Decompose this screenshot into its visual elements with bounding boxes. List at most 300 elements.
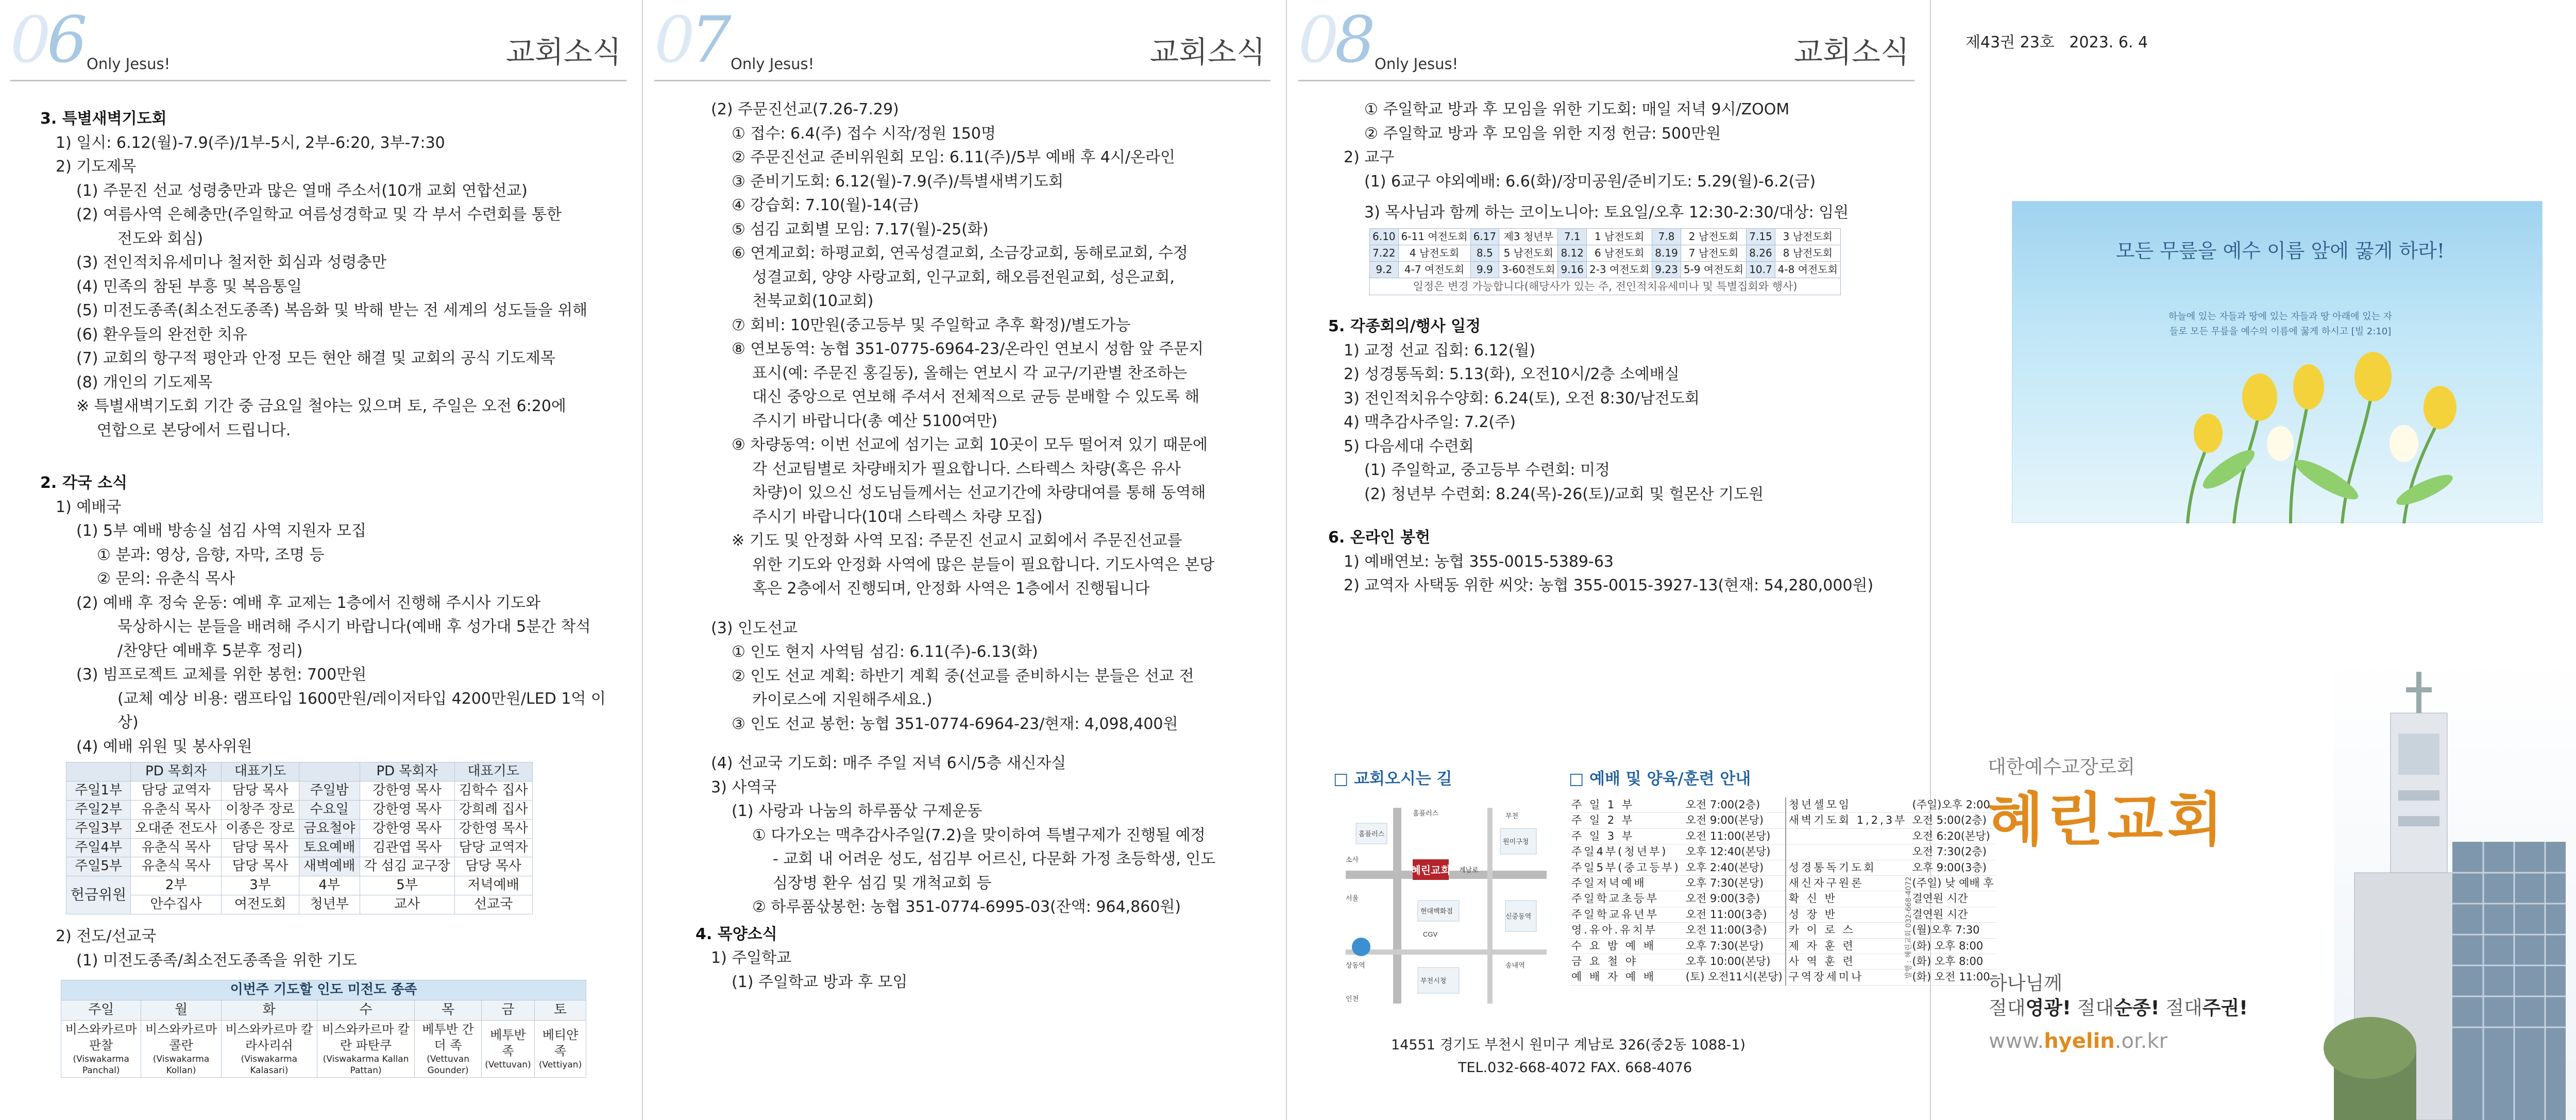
- table-cell: 5부: [360, 876, 454, 895]
- list-line: (2) 주문진선교(7.26-7.29): [711, 100, 899, 118]
- coinonia-note: 일정은 변경 가능합니다(해당사가 있는 주, 전인적치유세미나 및 특별집회와 행사): [1370, 278, 1841, 295]
- mission-news-list: [696, 98, 1255, 920]
- page-08-content: [1328, 98, 1899, 598]
- table-cell: 담당 목사: [222, 857, 299, 876]
- special-dawn-prayer-list: [40, 131, 611, 443]
- list-line: ※ 특별새벽기도회 기간 중 금요일 철야는 있으며 토, 주일은 오전 6:20에: [76, 397, 566, 415]
- coinonia-group: 4 남전도회: [1398, 245, 1470, 261]
- day-header: 주일: [61, 1000, 141, 1020]
- service-time: (주일)오후 2:00: [1909, 797, 1996, 813]
- table-cell: 김학수 집사: [454, 781, 532, 800]
- service-time: 결연원 시간: [1909, 907, 1996, 922]
- coinonia-date: 8.26: [1747, 245, 1775, 261]
- list-line: (6) 환우들의 완전한 치유: [76, 325, 247, 344]
- coinonia-group: 5-9 여전도회: [1681, 261, 1746, 278]
- list-line: 심장병 환우 섬김 및 개척교회 등: [773, 874, 992, 892]
- section-title: 교회소식: [505, 35, 621, 70]
- table-cell: 교사: [360, 895, 454, 914]
- coinonia-group: 4-8 여전도회: [1775, 261, 1840, 278]
- service-name: 구역장세미나: [1786, 970, 1910, 985]
- heading-pastoral-news: 4. 목양소식: [696, 925, 777, 943]
- people-group-english: (Vettuvan): [485, 1060, 531, 1071]
- service-time: 오후 10:00(본당): [1683, 954, 1786, 969]
- motto-line-1: 하나님께: [1989, 972, 2062, 994]
- map-label: 부천시청: [1420, 977, 1447, 985]
- section-title: 교회소식: [1793, 35, 1909, 70]
- service-time: 오전 7:30(2층): [1909, 844, 1996, 860]
- service-name: 주 일 3 부: [1569, 828, 1683, 844]
- list-line: [696, 736, 1255, 752]
- heading-department-news: 2. 각국 소식: [40, 474, 128, 492]
- list-line: ※ 기도 및 안정화 사역 모집: 주문진 선교시 교회에서 주문진선교를: [732, 532, 1182, 550]
- flower-illustration: [2012, 201, 2543, 523]
- table-cell: 김관엽 목사: [360, 838, 454, 857]
- page-07: [644, 0, 1287, 1120]
- coinonia-date: 6.17: [1470, 228, 1499, 245]
- motto-line-2: [1989, 993, 2248, 1023]
- map-title-text: 교회오시는 길: [1354, 770, 1452, 788]
- service-name: 금 요 철 야: [1569, 954, 1683, 969]
- list-line: 표시(예: 주문진 홍길동), 올해는 연보시 각 교구/기관별 찬조하는: [752, 364, 1188, 382]
- list-line: 혹은 2층에서 진행되며, 안정화 사역은 1층에서 진행됩니다: [752, 580, 1150, 598]
- map-label: 송내역: [1505, 961, 1525, 969]
- list-line: (5) 미전도종족(최소전도종족) 복음화 및 박해 받는 전 세계의 성도들을 위해: [76, 301, 588, 319]
- table-cell: 새벽예배: [299, 857, 360, 876]
- table-cell: 담당 목사: [454, 857, 532, 876]
- list-line: 주시기 바랍니다(10대 스타렉스 차량 모집): [752, 507, 1043, 526]
- day-header: 목: [415, 1000, 481, 1020]
- table-cell: 주일밤: [299, 781, 360, 800]
- day-header: 금: [481, 1000, 534, 1020]
- service-time: (화) 오후 8:00: [1909, 954, 1996, 969]
- people-group-english: (Viswakarma Kollan): [152, 1054, 210, 1076]
- table-cell: 저녁예배: [454, 876, 532, 895]
- coinonia-group: 7 남전도회: [1681, 245, 1746, 261]
- church-url[interactable]: [1989, 1025, 2167, 1057]
- heading-online-offering: 6. 온라인 봉헌: [1328, 529, 1431, 547]
- table-header: PD 목회자: [131, 762, 222, 782]
- map-label: 부천: [1505, 812, 1519, 820]
- service-name: 청년셀모임: [1786, 797, 1910, 813]
- denomination: 대한예수교장로회: [1988, 756, 2135, 778]
- service-name: 수 요 밤 예 배: [1569, 938, 1683, 954]
- map-label: 계남로: [1459, 866, 1479, 874]
- service-name: 새신자구원론: [1786, 875, 1910, 891]
- table-cell: 담당 교역자: [454, 838, 532, 857]
- table-header: 대표기도: [222, 762, 299, 782]
- list-line: (1) 5부 예배 방송실 섬김 사역 지원자 모집: [76, 522, 367, 540]
- table-cell: 안수집사: [131, 895, 222, 914]
- service-name: 확 신 반: [1786, 891, 1910, 907]
- list-line: 성결교회, 양양 사랑교회, 인구교회, 해오름전원교회, 성은교회,: [752, 268, 1175, 286]
- list-line: ⑥ 연계교회: 하평교회, 연곡성결교회, 소금강교회, 동해로교회, 수정: [732, 244, 1188, 262]
- page-08: [1288, 0, 1994, 1120]
- table-cell: 강한영 목사: [360, 819, 454, 838]
- list-line: 각 선교팀별로 차량배치가 필요합니다. 스타렉스 차량(혹은 유사: [752, 460, 1181, 478]
- people-group-name: 베투반 간더 족: [422, 1022, 474, 1053]
- heading-meetings: 5. 각종회의/행사 일정: [1328, 317, 1481, 336]
- list-line: 3) 사역국: [711, 778, 777, 796]
- people-group-english: (Viswakarma Kallan Pattan): [323, 1054, 409, 1076]
- table-cell: 3부: [222, 876, 299, 895]
- page-header: [1298, 5, 1914, 81]
- map-label: 소사: [1346, 856, 1359, 863]
- people-group-name: 비스와카르마 판찰: [65, 1022, 137, 1053]
- coinonia-group: 1 남전도회: [1586, 228, 1652, 245]
- services-title-text: 예배 및 양육/훈련 안내: [1589, 770, 1751, 788]
- list-line: ⑧ 연보동역: 농협 351-0775-6964-23/온라인 연보시 성함 앞 주문지: [732, 340, 1204, 358]
- day-header: 토: [535, 1000, 586, 1020]
- table-cell: 여전도회: [222, 895, 299, 914]
- committee-label: 헌금위원: [66, 876, 131, 914]
- motto-word: 절대: [2077, 997, 2114, 1019]
- meetings-list: [1328, 339, 1899, 507]
- service-name: [1786, 844, 1910, 860]
- table-cell: 주일4부: [66, 838, 131, 857]
- service-name: 예 배 자 예 배: [1569, 970, 1683, 985]
- table-cell: 4부: [299, 876, 360, 895]
- church-name: 혜린교회: [1988, 786, 2227, 854]
- people-group-name: 베티얀 족: [542, 1027, 579, 1058]
- slogan: Only Jesus!: [731, 55, 815, 73]
- list-line: (2) 예배 후 정숙 운동: 예배 후 교제는 1층에서 진행해 주시사 기도와: [76, 593, 541, 612]
- map-label: 홈플러스: [1413, 809, 1439, 817]
- square-bullet-icon: □: [1333, 770, 1349, 788]
- coinonia-group: 3-60전도회: [1499, 261, 1558, 278]
- service-name: 사 역 훈 련: [1786, 954, 1910, 969]
- people-group-english: (Viswakarma Panchal): [73, 1054, 129, 1076]
- table-cell: 수요일: [299, 800, 360, 819]
- list-line: (1) 주일학교 방과 후 모임: [732, 973, 908, 991]
- pastoral-news-list: [696, 946, 1255, 994]
- services-title: [1569, 767, 1751, 791]
- list-line: 카이로스에 지원해주세요.): [752, 691, 933, 709]
- map-label: 현대백화점: [1420, 907, 1453, 915]
- table-header: 대표기도: [454, 762, 532, 782]
- unreached-people-table: [61, 980, 586, 1078]
- page-number: 08: [1298, 3, 1371, 77]
- list-line: (4) 예배 위원 및 봉사위원: [76, 737, 252, 756]
- table-cell: 청년부: [299, 895, 360, 914]
- coinonia-group: 6 남전도회: [1586, 245, 1652, 261]
- list-line: 천북교회(10교회): [752, 292, 874, 310]
- service-time: 오후 9:00(3층): [1909, 860, 1996, 875]
- list-line: ③ 준비기도회: 6.12(월)-7.9(주)/특별새벽기도회: [732, 172, 1064, 191]
- list-line: 연합으로 본당에서 드립니다.: [97, 421, 291, 439]
- map-title: [1333, 767, 1452, 791]
- coinonia-date: 7.1: [1558, 228, 1587, 245]
- section-title: 교회소식: [1149, 35, 1265, 70]
- people-group-name: 베투반 족: [490, 1027, 526, 1058]
- service-time: 오후 2:40(본당): [1683, 860, 1786, 875]
- list-line: 1) 예배연보: 농협 355-0015-5389-63: [1344, 552, 1614, 571]
- map-label: 서울: [1346, 894, 1359, 902]
- pastoral-news-cont: [1328, 98, 1899, 194]
- issue-info: 제43권 23호 2023. 6. 4: [1965, 33, 2148, 52]
- people-group-cell: [415, 1020, 481, 1078]
- motto-word-strong: 순종!: [2114, 997, 2160, 1019]
- service-time: 오전 5:00(2층): [1909, 813, 1996, 828]
- service-time: 오전 11:00(3층): [1683, 923, 1786, 938]
- table-header: PD 목회자: [360, 762, 454, 782]
- service-name: 성경통독기도회: [1786, 860, 1910, 875]
- page-header: [10, 5, 626, 81]
- list-line: 1) 교정 선교 집회: 6.12(월): [1344, 341, 1536, 360]
- list-line: (1) 6교구 야외예배: 6.6(화)/장미공원/준비기도: 5.29(월)-6.2(금): [1364, 172, 1816, 191]
- list-line: 2) 기도제목: [56, 158, 137, 176]
- list-line: 2) 교역자 사택동 위한 씨앗: 농협 355-0015-3927-13(현재: 54,280,000원): [1344, 576, 1874, 595]
- service-name: 주 일 2 부: [1569, 813, 1683, 828]
- table-cell: 토요예배: [299, 838, 360, 857]
- service-time: 오후 7:30(본당): [1683, 875, 1786, 891]
- coinonia-date: 9.2: [1370, 261, 1399, 278]
- mission-list: [40, 925, 611, 973]
- list-line: (1) 주일학교, 중고등부 수련회: 미정: [1364, 461, 1611, 480]
- table-cell: 강한영 목사: [454, 819, 532, 838]
- service-name: [1786, 828, 1910, 844]
- service-name: 영.유아.유치부: [1569, 923, 1683, 938]
- list-line: ① 주일학교 방과 후 모임을 위한 기도회: 매일 저녁 9시/ZOOM: [1364, 100, 1790, 118]
- list-line: 5) 다음세대 수련회: [1344, 437, 1474, 455]
- people-group-cell: [141, 1020, 221, 1078]
- coinonia-date: 8.12: [1558, 245, 1587, 261]
- list-line: 차량)이 있으신 성도님들께서는 선교기간에 차량대여를 통해 동역해: [752, 484, 1206, 502]
- list-line: ① 인도 현지 사역팀 섬김: 6.11(주)-6.13(화): [732, 643, 1038, 661]
- list-line: (3) 빔프로젝트 교체를 위한 봉헌: 700만원: [76, 666, 367, 684]
- list-line: ② 하루품삯봉헌: 농협 351-0774-6995-03(잔액: 964,860원): [752, 898, 1181, 916]
- list-line: (2) 청년부 수련회: 8.24(목)-26(토)/교회 및 헐몬산 기도원: [1364, 485, 1764, 503]
- list-line: (4) 선교국 기도회: 매주 주일 저녁 6시/5층 새신자실: [711, 754, 1066, 772]
- day-header: 월: [141, 1000, 221, 1020]
- list-line: (4) 민족의 참된 부흥 및 복음통일: [76, 277, 302, 296]
- table-cell: 선교국: [454, 895, 532, 914]
- list-line: (1) 미전도종족/최소전도종족을 위한 기도: [76, 951, 357, 970]
- people-group-cell: [61, 1020, 141, 1078]
- list-line: - 교회 내 어려운 성도, 섬김부 어르신, 다문화 가정 초등학생, 인도: [773, 850, 1216, 868]
- coinonia-group: 2-3 여전도회: [1586, 261, 1652, 278]
- table-cell: 각 섬김 교구장: [360, 857, 454, 876]
- service-name: 제 자 훈 련: [1786, 938, 1910, 954]
- list-line: ① 분과: 영상, 음향, 자막, 조명 등: [97, 546, 325, 564]
- service-time: 결연원 시간: [1909, 891, 1996, 907]
- square-bullet-icon: □: [1569, 770, 1584, 788]
- service-time: (주일) 낮 예배 후: [1909, 875, 1996, 891]
- table-cell: 담당 교역자: [131, 781, 222, 800]
- people-group-english: (Vettuvan Gounder): [427, 1054, 469, 1076]
- list-line: 1) 일시: 6.12(월)-7.9(주)/1부-5시, 2부-6:20, 3부-7:30: [56, 133, 445, 152]
- service-name: 새벽기도회 1,2,3부: [1786, 813, 1910, 828]
- card-verse: 하늘에 있는 자들과 땅에 있는 자들과 땅 아래에 있는 자들로 모든 무릎을 예수의 이름에 꿇게 하시고 [빌 2:10]: [2168, 311, 2393, 337]
- list-line: ① 다가오는 맥추감사주일(7.2)을 맞이하여 특별구제가 진행될 예정: [752, 826, 1206, 844]
- list-line: /찬양단 예배후 5분후 정리): [117, 641, 303, 660]
- table-cell: 주일1부: [66, 781, 131, 800]
- table-cell: 유춘식 목사: [131, 857, 222, 876]
- online-offering-list: [1328, 550, 1899, 598]
- card-title: 모든 무릎을 예수 이름 앞에 꿇게 하라!: [2115, 240, 2445, 262]
- service-name: 주일학교초등부: [1569, 891, 1683, 907]
- list-line: ② 주문진선교 준비위원회 모임: 6.11(주)/5부 예배 후 4시/온라인: [732, 148, 1175, 166]
- coinonia-date: 9.9: [1470, 261, 1499, 278]
- list-line: ② 문의: 유춘식 목사: [97, 570, 235, 588]
- coinonia-date: 6.10: [1370, 228, 1399, 245]
- service-name: 카 이 로 스: [1786, 923, 1910, 938]
- list-line: 전도와 회심): [117, 229, 204, 248]
- service-time: (화) 오전 11:00: [1909, 970, 1996, 985]
- motto-word-strong: 영광!: [2025, 997, 2071, 1019]
- service-time: 오전 9:00(본당): [1683, 813, 1786, 828]
- table-cell: 이종은 장로: [222, 819, 299, 838]
- coinonia-date: 10.7: [1747, 261, 1775, 278]
- list-line: 1) 예배국: [56, 498, 122, 516]
- day-header: 화: [221, 1000, 317, 1020]
- coinonia-date: 7.15: [1747, 228, 1775, 245]
- service-time: 오전 11:00(3층): [1683, 907, 1786, 922]
- people-group-cell: [481, 1020, 534, 1078]
- people-group-cell: [535, 1020, 586, 1078]
- url-part: hyelin: [2044, 1029, 2115, 1053]
- page-header: [654, 5, 1270, 81]
- list-line: ② 주일학교 방과 후 모임을 위한 지정 헌금: 500만원: [1364, 124, 1721, 143]
- table-cell: 강한영 목사: [360, 781, 454, 800]
- service-time: 오전 11:00(본당): [1683, 828, 1786, 844]
- list-line: ① 접수: 6.4(주) 접수 시작/정원 150명: [732, 124, 996, 143]
- table-cell: 담당 목사: [222, 781, 299, 800]
- list-line: ② 인도 선교 계획: 하반기 계획 중(선교를 준비하시는 분들은 선교 전: [732, 667, 1194, 685]
- service-name: 성 장 반: [1786, 907, 1910, 922]
- list-line: (8) 개인의 기도제목: [76, 373, 213, 392]
- list-line: (2) 여름사역 은혜충만(주일학교 여름성경학교 및 각 부서 수련회를 통한: [76, 206, 562, 224]
- list-line: (1) 사랑과 나눔의 하루품삯 구제운동: [732, 802, 982, 820]
- table-caption: 이번주 기도할 인도 미전도 종족: [61, 980, 586, 1000]
- service-time: 오전 9:00(3층): [1683, 891, 1786, 907]
- coinonia-title: 3) 목사님과 함께 하는 코이노니아: 토요일/오후 12:30-2:30/대상: 임원: [1364, 203, 1849, 222]
- heading-special-dawn-prayer: 3. 특별새벽기도회: [40, 110, 167, 128]
- service-time: (월)오후 7:30: [1909, 923, 1996, 938]
- list-line: (교체 예상 비용: 램프타입 1600만원/레이저타입 4200만원/LED 1억 이상): [117, 689, 606, 732]
- list-line: (7) 교회의 항구적 평안과 안정 모든 현안 해결 및 교회의 공식 기도제목: [76, 349, 555, 367]
- list-line: 3) 전인적치유수양회: 6.24(토), 오전 8:30/남전도회: [1344, 389, 1700, 408]
- list-line: 2) 성경통독회: 5.13(화), 오전10시/2층 소예배실: [1344, 365, 1680, 384]
- list-line: ⑦ 회비: 10만원(중고등부 및 주일학교 추후 확정)/별도가능: [732, 316, 1131, 334]
- list-line: ⑤ 섬김 교회별 모임: 7.17(월)-25(화): [732, 220, 989, 239]
- table-corner: [66, 762, 131, 782]
- url-part: www.: [1989, 1029, 2044, 1053]
- service-time: 오후 12:40(본당): [1683, 844, 1786, 860]
- church-map: [1335, 797, 1552, 1009]
- slogan: Only Jesus!: [1375, 55, 1459, 73]
- service-time: 오전 7:00(2층): [1683, 797, 1786, 813]
- table-cell: 주일2부: [66, 800, 131, 819]
- coinonia-group: 3 남전도회: [1775, 228, 1840, 245]
- service-name: 주 일 1 부: [1569, 797, 1683, 813]
- coinonia-group: 6-11 여전도회: [1398, 228, 1470, 245]
- coinonia-table: [1369, 228, 1841, 296]
- worship-committee-table: [66, 762, 533, 914]
- coinonia-group: 4-7 여전도회: [1398, 261, 1470, 278]
- coinonia-group: 제3 청년부: [1499, 228, 1558, 245]
- people-group-name: 비스와카르마 칼라사리쉬: [225, 1022, 313, 1053]
- table-cell: 담당 목사: [222, 838, 299, 857]
- motto-word: 절대: [2165, 997, 2202, 1019]
- coinonia-group: 8 남전도회: [1775, 245, 1840, 261]
- coinonia-date: 7.8: [1652, 228, 1681, 245]
- url-part: .or.kr: [2114, 1029, 2168, 1053]
- coinonia-date: 8.5: [1470, 245, 1499, 261]
- service-time: 오전 6:20(본당): [1909, 828, 1996, 844]
- list-line: 주시기 바랍니다(총 예산 5100여만): [752, 412, 998, 430]
- list-line: 2) 전도/선교국: [56, 927, 157, 945]
- table-cell: 2부: [131, 876, 222, 895]
- table-cell: 주일3부: [66, 819, 131, 838]
- coinonia-date: 9.16: [1558, 261, 1587, 278]
- people-group-name: 비스와카르마 콜란: [145, 1022, 217, 1053]
- list-line: 위한 기도와 안정화 사역에 많은 분들이 필요합니다. 기도사역은 본당: [752, 555, 1215, 574]
- list-line: ⑨ 차량동역: 이번 선교에 섬기는 교회 10곳이 모두 떨어져 있기 때문에: [732, 436, 1208, 454]
- service-time: (토) 오전11시(본당): [1683, 970, 1786, 985]
- map-label: CGV: [1423, 930, 1438, 938]
- list-line: 4) 맥추감사주일: 7.2(주): [1344, 413, 1516, 432]
- table-cell: 강희례 집사: [454, 800, 532, 819]
- list-line: (1) 주문진 선교 성령충만과 많은 열매 주소서(10개 교회 연합선교): [76, 181, 528, 200]
- map-label: 원미구청: [1503, 838, 1529, 845]
- table-cell: 주일5부: [66, 857, 131, 876]
- list-line: ③ 인도 선교 봉헌: 농협 351-0774-6964-23/현재: 4,098,400원: [732, 715, 1178, 733]
- table-cell: 금요철야: [299, 819, 360, 838]
- map-label: 상동역: [1346, 961, 1365, 969]
- address: 14551 경기도 부천시 원미구 계남로 326(중2동 1088-1): [1391, 1037, 1745, 1053]
- coinonia-date: 9.23: [1652, 261, 1681, 278]
- service-name: 주일학교유년부: [1569, 907, 1683, 922]
- slogan: Only Jesus!: [87, 55, 171, 73]
- list-line: 묵상하시는 분들을 배려해 주시기 바랍니다(예배 후 성가대 5분간 착석: [117, 618, 591, 636]
- page-06: [0, 0, 643, 1120]
- cover-page: [1932, 0, 2576, 1120]
- service-time: 오후 7:30(본당): [1683, 938, 1786, 954]
- service-name: 주일5부(중고등부): [1569, 860, 1683, 875]
- coinonia-date: 7.22: [1370, 245, 1399, 261]
- list-line: 대신 중앙으로 연보해 주셔서 전체적으로 균등 분배할 수 있도록 해: [752, 388, 1200, 406]
- list-line: 2) 교구: [1344, 148, 1395, 166]
- table-cell: 오대준 전도사: [131, 819, 222, 838]
- page-number: 06: [10, 3, 83, 77]
- service-name: 주일4부(청년부): [1569, 844, 1683, 860]
- table-cell: 이창주 장로: [222, 800, 299, 819]
- service-time: (화) 오후 8:00: [1909, 938, 1996, 954]
- page-number: 07: [654, 3, 727, 77]
- table-cell: 유춘식 목사: [131, 838, 222, 857]
- department-news-list: [40, 496, 611, 759]
- service-name: 주일저녁예배: [1569, 875, 1683, 891]
- side-note: 발행 : 혜린교회 032-668-4072: [1905, 876, 1913, 979]
- people-group-cell: [221, 1020, 317, 1078]
- people-group-english: (Viswakarma Kalasari): [241, 1054, 298, 1076]
- list-line: 1) 주일학교: [711, 949, 792, 967]
- list-line: [696, 601, 1255, 617]
- table-cell: 유춘식 목사: [131, 800, 222, 819]
- motto-word: 절대: [1989, 997, 2026, 1019]
- church-building-photo: [2334, 656, 2576, 1120]
- table-header: [299, 762, 360, 782]
- coinonia-group: 2 남전도회: [1681, 228, 1746, 245]
- tel-fax: TEL.032-668-4072 FAX. 668-4076: [1458, 1060, 1692, 1076]
- people-group-name: 비스와카르마 칼란 파탄쿠: [322, 1022, 410, 1053]
- coinonia-date: 8.19: [1652, 245, 1681, 261]
- table-cell: 강한영 목사: [360, 800, 454, 819]
- motto-word-strong: 주권!: [2202, 997, 2248, 1019]
- list-line: (3) 인도선교: [711, 619, 798, 637]
- list-line: (3) 전인적치유세미나 철저한 회심과 성령충만: [76, 253, 387, 271]
- scripture-card: [2012, 201, 2543, 523]
